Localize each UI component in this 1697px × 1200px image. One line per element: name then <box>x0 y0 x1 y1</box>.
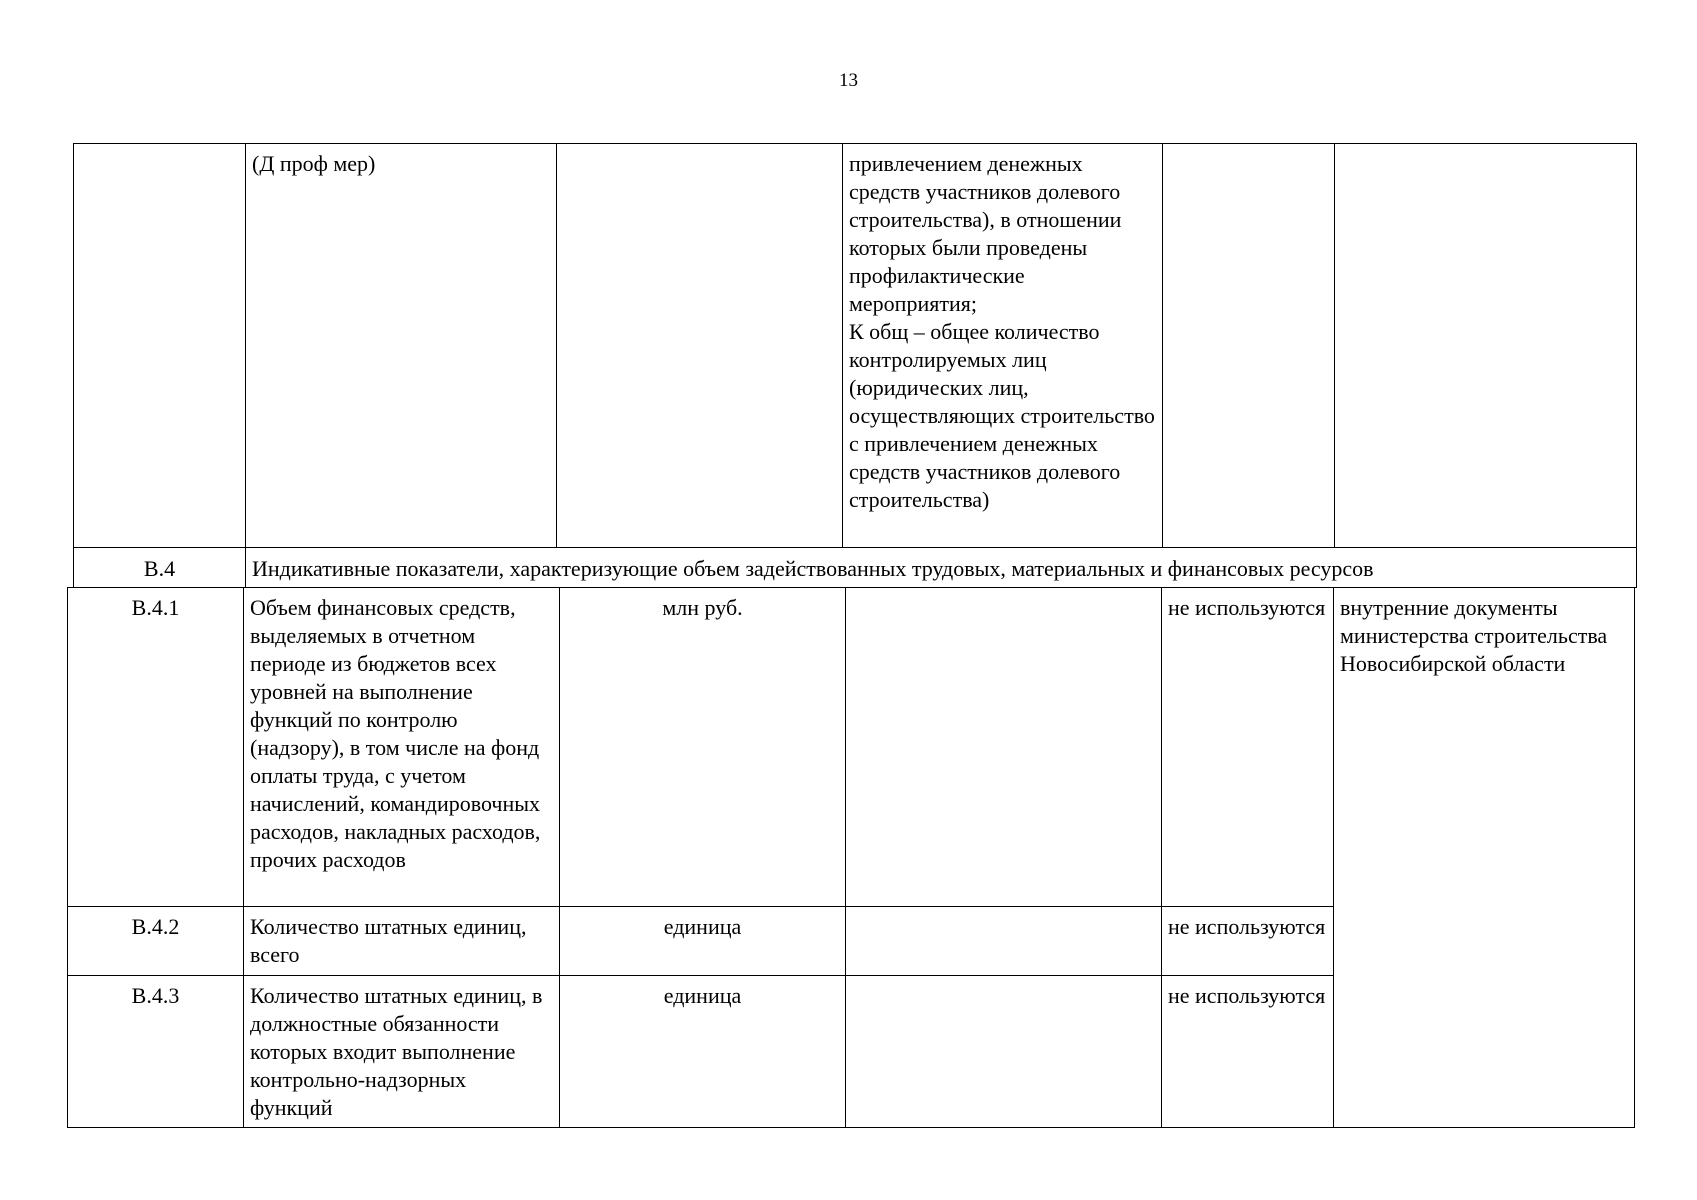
row-formula <box>846 907 1162 976</box>
indicators-table-continued <box>73 143 1637 588</box>
row-source: внутренние документы министерства строительства Новосибирской области <box>1334 588 1635 1128</box>
code-cell <box>74 144 246 548</box>
row-target: не используются <box>1162 907 1334 976</box>
section-row <box>74 548 1637 588</box>
section-code: В.4 <box>74 548 246 588</box>
unit-cell <box>557 144 843 548</box>
row-unit: млн руб. <box>560 588 846 907</box>
page-number: 13 <box>839 70 858 91</box>
row-name: Количество штатных единиц, всего <box>244 907 560 976</box>
target-cell <box>1163 144 1335 548</box>
row-formula <box>846 588 1162 907</box>
formula-cell: привлечением денежных средств участников долевого строительства), в отношении которых были проведены профилактические мероприятия; К общ – общее количество контролируемых лиц (юридических лиц, осуществляющих строительство с привлечением денежных средств участников долевого строительства) <box>843 144 1163 548</box>
section-title: Индикативные показатели, характеризующие объем задействованных трудовых, материальных и финансовых ресурсов <box>246 548 1637 588</box>
row-code: В.4.3 <box>68 976 244 1128</box>
row-target: не используются <box>1162 588 1334 907</box>
row-unit: единица <box>560 976 846 1128</box>
indicators-table-resources <box>67 587 1635 1128</box>
table-row <box>68 588 1635 907</box>
row-unit: единица <box>560 907 846 976</box>
table-row <box>74 144 1637 548</box>
row-name: Количество штатных единиц, в должностные обязанности которых входит выполнение контрольно-надзорных функций <box>244 976 560 1128</box>
source-cell <box>1335 144 1637 548</box>
row-formula <box>846 976 1162 1128</box>
row-target: не используются <box>1162 976 1334 1128</box>
row-name: Объем финансовых средств, выделяемых в отчетном периоде из бюджетов всех уровней на выполнение функций по контролю (надзору), в том числе на фонд оплаты труда, с учетом начислений, командировочных расходов, накладных расходов, прочих расходов <box>244 588 560 907</box>
row-code: В.4.2 <box>68 907 244 976</box>
row-code: В.4.1 <box>68 588 244 907</box>
name-cell: (Д проф мер) <box>246 144 557 548</box>
